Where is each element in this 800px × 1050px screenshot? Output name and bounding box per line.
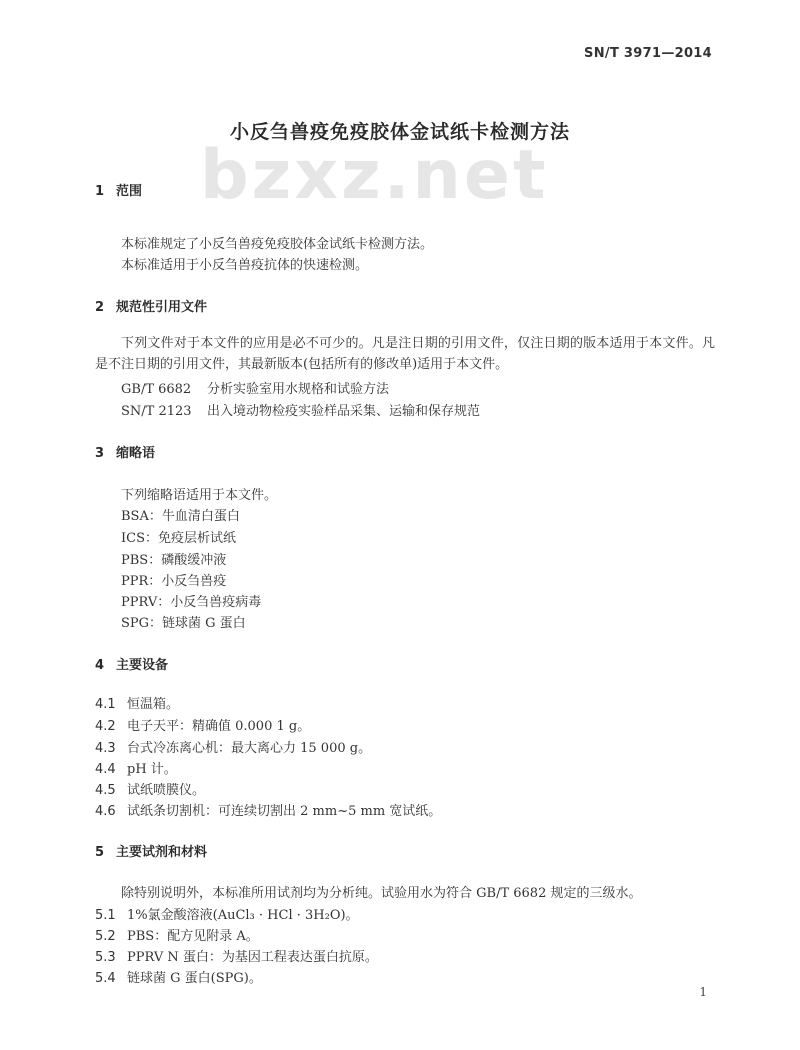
section-title: 主要设备 bbox=[116, 658, 169, 673]
reagent-item bbox=[95, 946, 378, 965]
reagent-item bbox=[95, 904, 359, 923]
item-number: 5.4 bbox=[95, 971, 116, 986]
reagent-item bbox=[95, 925, 259, 944]
section-5-heading bbox=[95, 841, 207, 860]
section-2-paragraph: 下列文件对于本文件的应用是必不可少的。凡是注日期的引用文件，仅注日期的版本适用于本文件。凡是不注日期的引用文件，其最新版本(包括所有的修改单)适用于本文件。 bbox=[95, 336, 715, 372]
section-number: 2 bbox=[95, 300, 105, 315]
equipment-item bbox=[95, 693, 179, 712]
reference-title: 出入境动物检疫实验样品采集、运输和保存规范 bbox=[207, 404, 481, 419]
section-title: 主要试剂和材料 bbox=[116, 845, 208, 860]
equipment-item bbox=[95, 715, 310, 734]
section-2-heading bbox=[95, 296, 207, 315]
section-1-line: 本标准适用于小反刍兽疫抗体的快速检测。 bbox=[121, 258, 369, 273]
reference-title: 分析实验室用水规格和试验方法 bbox=[207, 382, 390, 397]
page-number: 1 bbox=[699, 985, 707, 999]
reference-item bbox=[121, 400, 480, 419]
item-text: PBS：配方见附录 A。 bbox=[127, 929, 259, 944]
item-number: 5.2 bbox=[95, 929, 116, 944]
section-number: 4 bbox=[95, 658, 105, 673]
equipment-item bbox=[95, 758, 177, 777]
item-text: 1%氯金酸溶液(AuCl₃ · HCl · 3H₂O)。 bbox=[127, 908, 359, 923]
item-number: 4.6 bbox=[95, 804, 116, 819]
abbreviation-line: 下列缩略语适用于本文件。 bbox=[121, 488, 278, 503]
section-5-intro: 除特别说明外，本标准所用试剂均为分析纯。试验用水为符合 GB/T 6682 规定的三级水。 bbox=[121, 886, 642, 901]
item-number: 4.4 bbox=[95, 762, 116, 777]
reference-code: GB/T 6682 bbox=[121, 382, 192, 397]
section-1-heading bbox=[95, 180, 142, 199]
item-number: 4.3 bbox=[95, 741, 116, 756]
item-text: pH 计。 bbox=[127, 762, 177, 777]
section-3-heading bbox=[95, 442, 155, 461]
item-text: 链球菌 G 蛋白(SPG)。 bbox=[127, 971, 262, 986]
section-4-heading bbox=[95, 654, 168, 673]
abbreviation-line: PPR：小反刍兽疫 bbox=[121, 574, 227, 589]
item-text: 电子天平：精确值 0.000 1 g。 bbox=[127, 719, 311, 734]
abbreviation-line: PPRV：小反刍兽疫病毒 bbox=[121, 595, 262, 610]
abbreviation-line: BSA：牛血清白蛋白 bbox=[121, 509, 240, 524]
abbreviation-line: ICS：免疫层析试纸 bbox=[121, 531, 236, 546]
abbreviation-line: SPG：链球菌 G 蛋白 bbox=[121, 616, 246, 631]
watermark: bzxz.net bbox=[200, 136, 549, 215]
reference-item bbox=[121, 378, 389, 397]
item-text: PPRV N 蛋白：为基因工程表达蛋白抗原。 bbox=[127, 950, 378, 965]
page-title: 小反刍兽疫免疫胶体金试纸卡检测方法 bbox=[229, 121, 570, 143]
equipment-item bbox=[95, 800, 441, 819]
equipment-item bbox=[95, 737, 371, 756]
section-number: 1 bbox=[95, 184, 105, 199]
item-number: 4.5 bbox=[95, 783, 116, 798]
item-number: 4.2 bbox=[95, 719, 116, 734]
section-title: 缩略语 bbox=[116, 446, 156, 461]
item-number: 4.1 bbox=[95, 697, 116, 712]
item-number: 5.3 bbox=[95, 950, 116, 965]
section-title: 范围 bbox=[116, 184, 143, 199]
section-number: 5 bbox=[95, 845, 105, 860]
reference-code: SN/T 2123 bbox=[121, 404, 192, 419]
equipment-item bbox=[95, 779, 205, 798]
item-text: 台式冷冻离心机：最大离心力 15 000 g。 bbox=[127, 741, 372, 756]
item-text: 试纸条切割机：可连续切割出 2 mm~5 mm 宽试纸。 bbox=[127, 804, 442, 819]
section-number: 3 bbox=[95, 446, 105, 461]
section-title: 规范性引用文件 bbox=[116, 300, 208, 315]
reagent-item bbox=[95, 967, 262, 986]
section-1-line: 本标准规定了小反刍兽疫免疫胶体金试纸卡检测方法。 bbox=[121, 237, 434, 252]
item-number: 5.1 bbox=[95, 908, 116, 923]
item-text: 试纸喷膜仪。 bbox=[127, 783, 206, 798]
abbreviation-line: PBS：磷酸缓冲液 bbox=[121, 553, 227, 568]
item-text: 恒温箱。 bbox=[127, 697, 180, 712]
standard-code: SN/T 3971—2014 bbox=[584, 46, 712, 61]
